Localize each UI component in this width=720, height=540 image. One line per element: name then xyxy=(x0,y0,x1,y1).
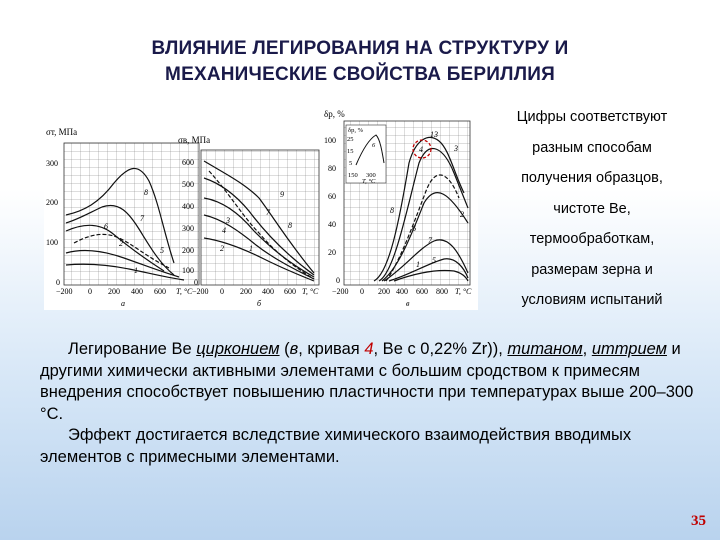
panel-c-inset-ytick: 5 xyxy=(349,160,353,167)
curve-legend-note xyxy=(492,102,692,316)
panel-c-xunit: T, °C xyxy=(455,287,472,296)
panel-b-ytick: 200 xyxy=(182,246,194,255)
panel-a-ytick-100: 100 xyxy=(46,238,58,247)
panel-c-ytick: 40 xyxy=(328,220,336,229)
slide-title-line-1: ВЛИЯНИЕ ЛЕГИРОВАНИЯ НА СТРУКТУРУ И xyxy=(151,38,569,59)
panel-b-xtick: −200 xyxy=(192,287,209,296)
panel-b-ytick: 500 xyxy=(182,180,194,189)
panel-b-label-7: 7 xyxy=(266,208,270,217)
panel-a-label-2: 2 xyxy=(119,239,123,248)
note-line: условиям испытаний xyxy=(521,292,663,308)
panel-c-ytick: 60 xyxy=(328,192,336,201)
panel-c-label-13: 13 xyxy=(430,130,438,139)
panel-c-xtick: −200 xyxy=(332,287,349,296)
panel-a-xtick: −200 xyxy=(56,287,73,296)
panel-c-inset xyxy=(346,125,386,185)
panel-c-inset-xtick: 150 xyxy=(348,172,358,179)
page-number: 35 xyxy=(691,513,706,529)
panel-a-label-5: 5 xyxy=(160,246,164,255)
panel-c-inset-xtick: 300 xyxy=(366,172,376,179)
panel-c-label-6: 6 xyxy=(412,224,416,233)
panel-c-xtick: 400 xyxy=(396,287,408,296)
panel-a-xtick: 600 xyxy=(154,287,166,296)
property-graphs-figure xyxy=(44,103,478,310)
term-titanium: титаном xyxy=(507,340,583,358)
panel-c-inset-ytick: 25 xyxy=(347,136,354,143)
panel-a-caption: а xyxy=(121,299,125,308)
panel-a-xtick: 200 xyxy=(108,287,120,296)
panel-c-xtick: 200 xyxy=(378,287,390,296)
panel-c xyxy=(324,109,472,308)
panel-a-ylabel: σт, МПа xyxy=(46,127,78,137)
panel-a-xtick: 400 xyxy=(131,287,143,296)
note-line: получения образцов, xyxy=(521,170,663,186)
panel-c-label-5: 5 xyxy=(432,256,436,265)
panel-b-ytick: 600 xyxy=(182,158,194,167)
panel-c-label-3: 3 xyxy=(454,144,458,153)
panel-c-ytick: 20 xyxy=(328,248,336,257)
panel-a xyxy=(46,127,199,308)
slide-title-line-2: МЕХАНИЧЕСКИЕ СВОЙСТВА БЕРИЛЛИЯ xyxy=(165,64,555,85)
panel-b-xtick: 600 xyxy=(284,287,296,296)
slide-title xyxy=(0,36,720,88)
panel-b-ytick: 400 xyxy=(182,202,194,211)
panel-c-label-7: 7 xyxy=(428,236,432,245)
panel-a-ytick-200: 200 xyxy=(46,198,58,207)
property-graphs-svg xyxy=(44,103,478,310)
panel-b-ytick: 100 xyxy=(182,266,194,275)
panel-b-label-9: 9 xyxy=(280,190,284,199)
panel-a-xtick: 0 xyxy=(88,287,92,296)
panel-c-label-1: 1 xyxy=(416,260,420,269)
panel-c-inset-label: 6 xyxy=(372,142,376,149)
panel-c-xtick: 600 xyxy=(416,287,428,296)
panel-c-xtick: 0 xyxy=(360,287,364,296)
panel-b-xunit: T, °C xyxy=(302,287,319,296)
panel-c-ytick: 80 xyxy=(328,164,336,173)
panel-b-label-3: 3 xyxy=(226,216,230,225)
note-line: Цифры соответствуют xyxy=(516,109,668,125)
term-zirconium: цирконием xyxy=(196,340,280,358)
note-line: термообработкам, xyxy=(529,231,655,247)
body-text xyxy=(40,339,695,468)
panel-c-xtick: 800 xyxy=(436,287,448,296)
panel-c-ytick: 100 xyxy=(324,136,336,145)
panel-b-xtick: 0 xyxy=(220,287,224,296)
panel-b-xtick: 400 xyxy=(262,287,274,296)
panel-b-ylabel: σв, МПа xyxy=(178,135,211,145)
panel-c-label-2: 2 xyxy=(460,210,464,219)
panel-c-inset-ylabel: δр, % xyxy=(348,127,363,134)
panel-b-label-2: 2 xyxy=(220,244,224,253)
panel-b-label-4: 4 xyxy=(222,226,226,235)
panel-a-ytick-300: 300 xyxy=(46,159,58,168)
panel-a-label-8: 8 xyxy=(144,188,148,197)
panel-c-caption: в xyxy=(406,299,410,308)
panel-a-label-7: 7 xyxy=(140,214,144,223)
panel-a-ytick-0: 0 xyxy=(56,278,60,287)
panel-c-label-8: 8 xyxy=(390,206,394,215)
panel-c-ylabel: δр, % xyxy=(324,109,345,119)
note-line: размерам зерна и xyxy=(531,261,653,278)
note-line: чистоте Ве, xyxy=(553,200,631,217)
note-line: разным способам xyxy=(532,139,652,156)
panel-b-label-8: 8 xyxy=(288,221,292,230)
panel-b-xtick: 200 xyxy=(240,287,252,296)
panel-c-inset-xunit: T, °C xyxy=(362,178,376,185)
paragraph-1: Легирование Be цирконием (в, кривая 4, Be с 0,22% Zr)), титаном, иттрием и другими химически активными элементами с большим сродством к примесям внедрения способствует повышению пластичности при температурах выше 200–300 °С. xyxy=(40,340,694,423)
panel-c-ytick: 0 xyxy=(336,276,340,285)
panel-a-label-6: 6 xyxy=(104,222,108,231)
term-yttrium: иттрием xyxy=(591,340,667,358)
paragraph-2: Эффект достигается вследствие химического взаимодействия вводимых элементов с примесными элементами. xyxy=(40,426,632,466)
panel-c-label-4: 4 xyxy=(419,145,423,154)
panel-b-ytick: 300 xyxy=(182,224,194,233)
panel-a-label-1: 1 xyxy=(134,266,138,275)
panel-c-inset-ytick: 15 xyxy=(347,148,354,155)
panel-a-xunit: T, °C xyxy=(176,287,193,296)
curve-number-highlight: 4 xyxy=(364,340,374,358)
panel-b-caption: б xyxy=(257,299,262,308)
panel-b-label-1: 1 xyxy=(249,244,253,253)
panel-b-ytick: 0 xyxy=(194,278,198,287)
